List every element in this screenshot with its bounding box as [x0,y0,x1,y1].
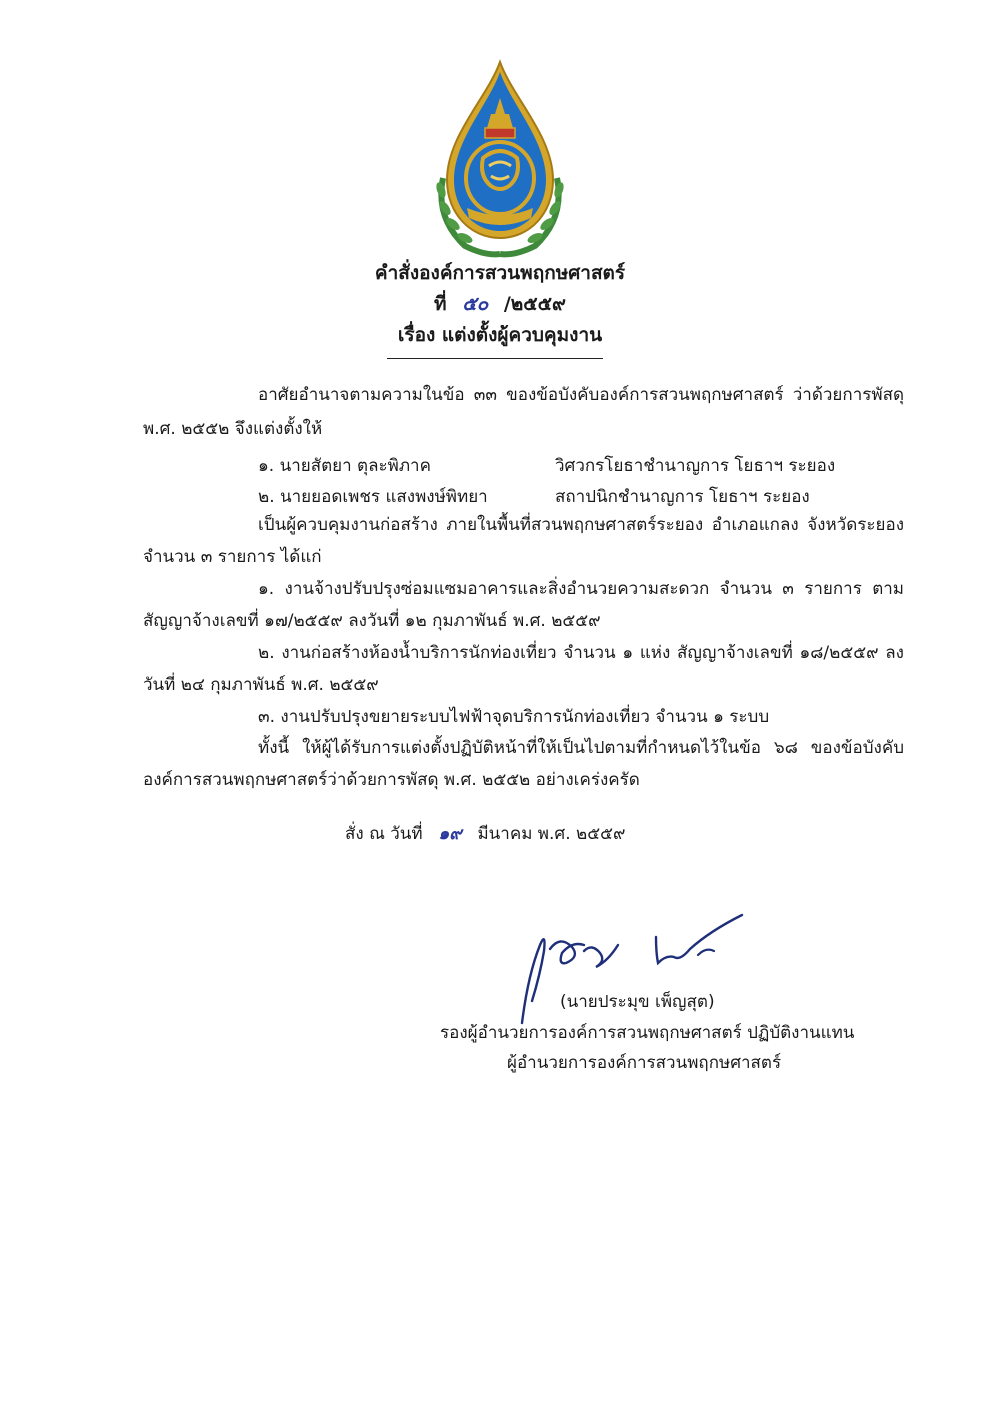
appointee-name: ๒. นายยอดเพชร แสงพงษ์พิทยา [258,487,488,507]
paragraph-scope-line2: จำนวน ๓ รายการ ได้แก่ [143,547,322,567]
number-handwritten: ๕๐ [462,293,489,315]
signatory-name: (นายประมุข เพ็ญสุต) [560,992,715,1012]
organization-seal-icon [425,58,575,258]
heading-underline [387,358,603,359]
order-date-day-handwritten: ๑๙ [438,824,462,844]
paragraph-authority-line2: พ.ศ. ๒๕๕๒ จึงแต่งตั้งให้ [143,419,323,439]
work-item-line1: ๓. งานปรับปรุงขยายระบบไฟฟ้าจุดบริการนักท่องเที่ยว จำนวน ๑ ระบบ [258,707,770,727]
signatory-title-line1: รองผู้อำนวยการองค์การสวนพฤกษศาสตร์ ปฏิบัติงานแทน [440,1023,855,1043]
work-item-line2: สัญญาจ้างเลขที่ ๑๗/๒๕๕๙ ลงวันที่ ๑๒ กุมภาพันธ์ พ.ศ. ๒๕๕๙ [143,611,601,631]
order-date-suffix: มีนาคม พ.ศ. ๒๕๕๙ [477,824,626,844]
paragraph-duty-line1: ทั้งนี้ ให้ผู้ได้รับการแต่งตั้งปฏิบัติหน้าที่ให้เป็นไปตามที่กำหนดไว้ในข้อ ๖๘ ของข้อบังคับ [258,738,904,758]
document-subject: เรื่อง แต่งตั้งผู้ควบคุมงาน [397,324,603,346]
document-number [0,289,1000,319]
work-item-line1: ๑. งานจ้างปรับปรุงซ่อมแซมอาคารและสิ่งอำนวยความสะดวก จำนวน ๓ รายการ ตาม [258,579,904,599]
appointee-position: สถาปนิกชำนาญการ โยธาฯ ระยอง [555,487,810,507]
signatory-title-line2: ผู้อำนวยการองค์การสวนพฤกษศาสตร์ [507,1053,782,1073]
work-item-line2: วันที่ ๒๔ กุมภาพันธ์ พ.ศ. ๒๕๕๙ [143,675,379,695]
order-date-prefix: สั่ง ณ วันที่ [345,824,423,844]
paragraph-scope-line1: เป็นผู้ควบคุมงานก่อสร้าง ภายในพื้นที่สวนพฤกษศาสตร์ระยอง อำเภอแกลง จังหวัดระยอง [258,515,904,535]
paragraph-authority-line1: อาศัยอำนาจตามความในข้อ ๓๓ ของข้อบังคับองค์การสวนพฤกษศาสตร์ ว่าด้วยการพัสดุ [258,385,904,405]
appointee-name: ๑. นายสัตยา ตุละพิภาค [258,456,431,476]
document-title: คำสั่งองค์การสวนพฤกษศาสตร์ [374,262,626,284]
order-date [345,820,625,847]
number-prefix: ที่ [434,293,447,315]
appointee-position: วิศวกรโยธาชำนาญการ โยธาฯ ระยอง [555,456,836,476]
number-suffix: /๒๕๕๙ [503,293,566,315]
paragraph-duty-line2: องค์การสวนพฤกษศาสตร์ว่าด้วยการพัสดุ พ.ศ. ๒๕๕๒ อย่างเคร่งครัด [143,770,640,790]
work-item-line1: ๒. งานก่อสร้างห้องน้ำบริการนักท่องเที่ยว จำนวน ๑ แห่ง สัญญาจ้างเลขที่ ๑๘/๒๕๕๙ ลง [258,643,904,663]
